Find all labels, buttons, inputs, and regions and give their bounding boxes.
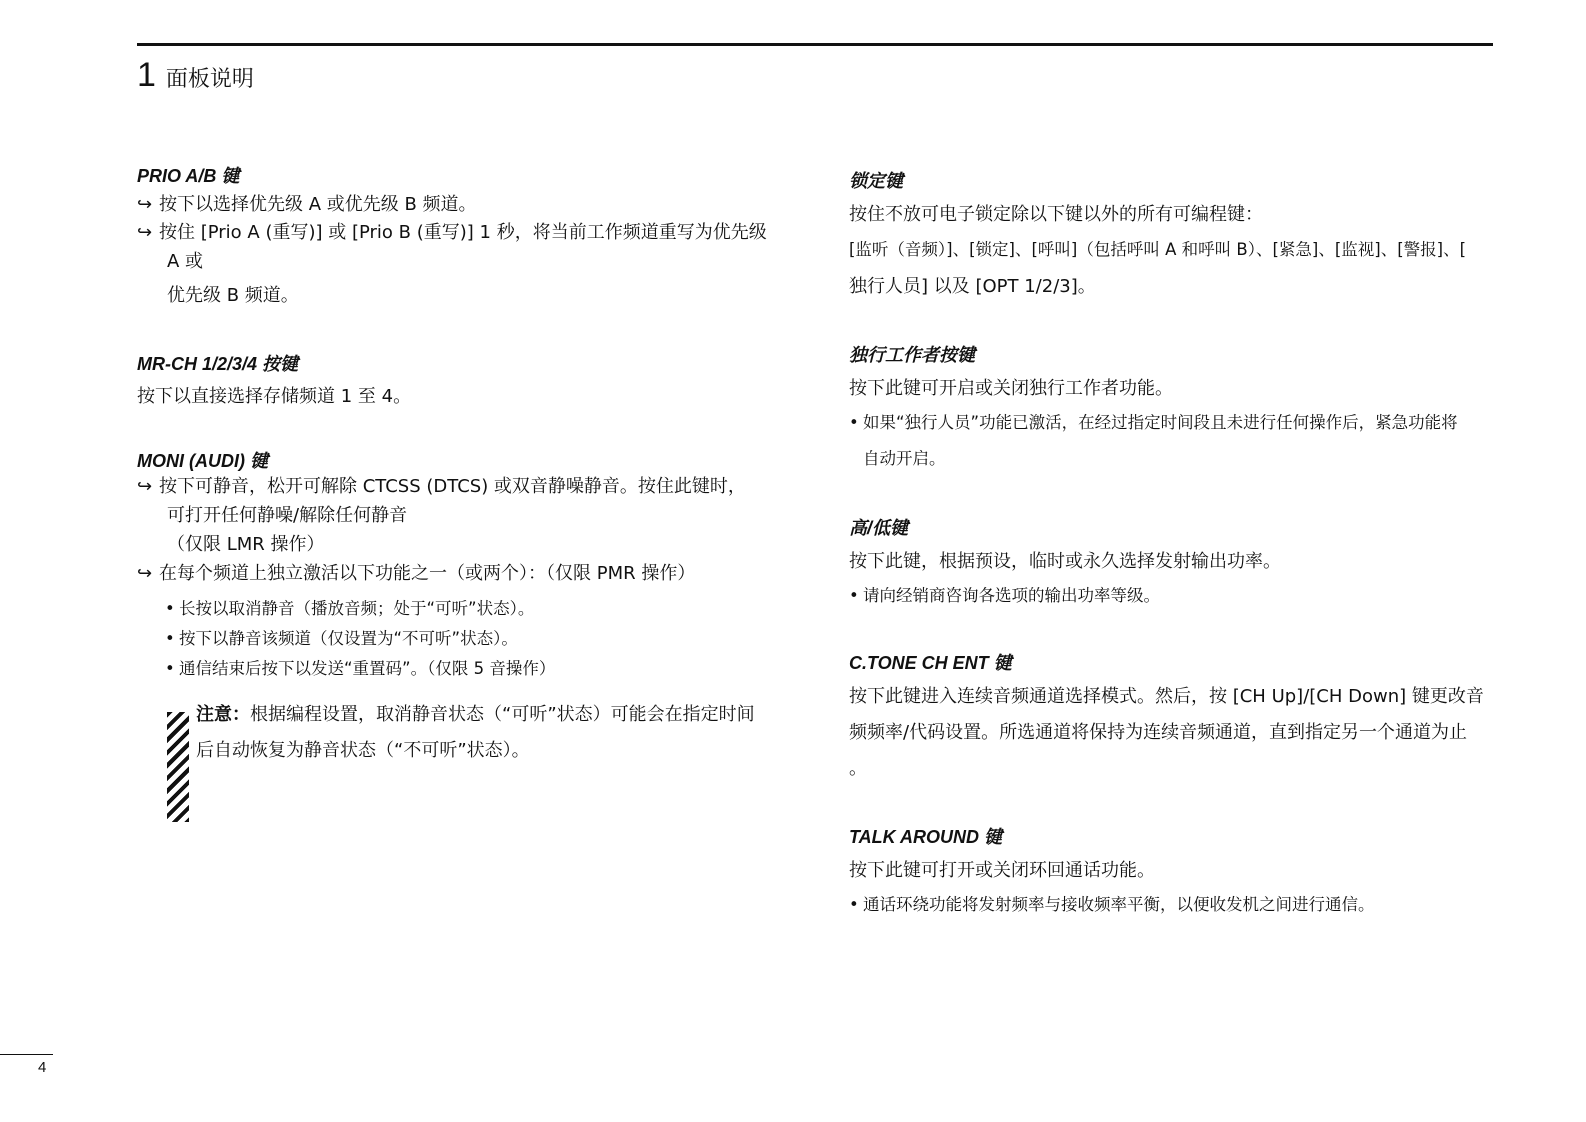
prio-line-1: ↪ 按下以选择优先级 A 或优先级 B 频道。: [137, 194, 477, 215]
arrow-icon: ↪: [137, 222, 153, 243]
mrch-line-1: 按下以直接选择存储频道 1 至 4。: [137, 386, 412, 407]
top-rule: [137, 43, 1493, 46]
lone-bullet-1-cont: 自动开启。: [863, 449, 946, 468]
lone-heading: 独行工作者按键: [849, 345, 975, 365]
lock-line-3: 独行人员] 以及 [OPT 1/2/3]。: [849, 276, 1096, 297]
ctone-line-3: 。: [849, 758, 867, 779]
prio-line-3: A 或: [167, 251, 204, 272]
chapter-number: 1: [137, 56, 156, 94]
hilo-heading: 高/低键: [849, 518, 909, 538]
note-label: 注意：: [196, 704, 250, 725]
page-number: 4: [38, 1059, 47, 1076]
moni-line-2: 可打开任何静噪/解除任何静音: [167, 505, 408, 526]
note-line-2: 后自动恢复为静音状态（“不可听”状态）。: [196, 740, 530, 761]
moni-bullet-3: • 通信结束后按下以发送“重置码”。（仅限 5 音操作）: [165, 659, 556, 678]
ctone-line-1: 按下此键进入连续音频通道选择模式。然后，按 [CH Up]/[CH Down] 键更改音: [849, 686, 1484, 707]
bullet-icon: •: [849, 895, 859, 914]
bullet-icon: •: [165, 599, 175, 618]
bullet-icon: •: [165, 629, 175, 648]
caution-hatch-icon: [167, 712, 189, 822]
moni-line-1: ↪ 按下可静音，松开可解除 CTCSS (DTCS) 或双音静噪静音。按住此键时，: [137, 476, 746, 497]
arrow-icon: ↪: [137, 194, 153, 215]
bullet-icon: •: [165, 659, 175, 678]
lock-line-1: 按住不放可电子锁定除以下键以外的所有可编程键：: [849, 204, 1263, 225]
bullet-icon: •: [849, 413, 859, 432]
prio-line-4: 优先级 B 频道。: [167, 285, 299, 306]
arrow-icon: ↪: [137, 563, 153, 584]
lock-line-2: [监听（音频）]、[锁定]、[呼叫]（包括呼叫 A 和呼叫 B）、[紧急]、[监视]、[警报]、[: [849, 240, 1467, 259]
moni-line-3: （仅限 LMR 操作）: [167, 534, 325, 555]
chapter-title: 面板说明: [165, 67, 254, 92]
note-line-1: 注意：根据编程设置，取消静音状态（“可听”状态）可能会在指定时间: [196, 704, 755, 725]
bullet-icon: •: [849, 586, 859, 605]
footer-rule: [0, 1054, 53, 1055]
lone-line-1: 按下此键可开启或关闭独行工作者功能。: [849, 378, 1173, 399]
talk-bullet-1: • 通话环绕功能将发射频率与接收频率平衡，以便收发机之间进行通信。: [849, 895, 1375, 914]
arrow-icon: ↪: [137, 476, 153, 497]
moni-heading: MONI (AUDI) 键: [137, 451, 268, 471]
chapter-header: [137, 58, 254, 92]
ctone-line-2: 频频率/代码设置。所选通道将保持为连续音频通道，直到指定另一个通道为止: [849, 722, 1468, 743]
talk-line-1: 按下此键可打开或关闭环回通话功能。: [849, 860, 1155, 881]
hilo-line-1: 按下此键，根据预设，临时或永久选择发射输出功率。: [849, 551, 1281, 572]
hilo-bullet-1: • 请向经销商咨询各选项的输出功率等级。: [849, 586, 1160, 605]
mrch-heading: MR-CH 1/2/3/4 按键: [137, 354, 299, 374]
moni-line-4: ↪ 在每个频道上独立激活以下功能之一（或两个）：（仅限 PMR 操作）: [137, 563, 696, 584]
moni-bullet-2: • 按下以静音该频道（仅设置为“不可听”状态）。: [165, 629, 518, 648]
lock-heading: 锁定键: [849, 171, 903, 191]
lone-bullet-1: • 如果“独行人员”功能已激活，在经过指定时间段且未进行任何操作后，紧急功能将: [849, 413, 1458, 432]
prio-heading: PRIO A/B 键: [137, 166, 240, 186]
ctone-heading: C.TONE CH ENT 键: [849, 653, 1012, 673]
prio-line-2: ↪ 按住 [Prio A (重写)] 或 [Prio B (重写)] 1 秒，将当前工作频道重写为优先级: [137, 222, 767, 243]
moni-bullet-1: • 长按以取消静音（播放音频；处于“可听”状态）。: [165, 599, 535, 618]
talk-heading: TALK AROUND 键: [849, 827, 1002, 847]
